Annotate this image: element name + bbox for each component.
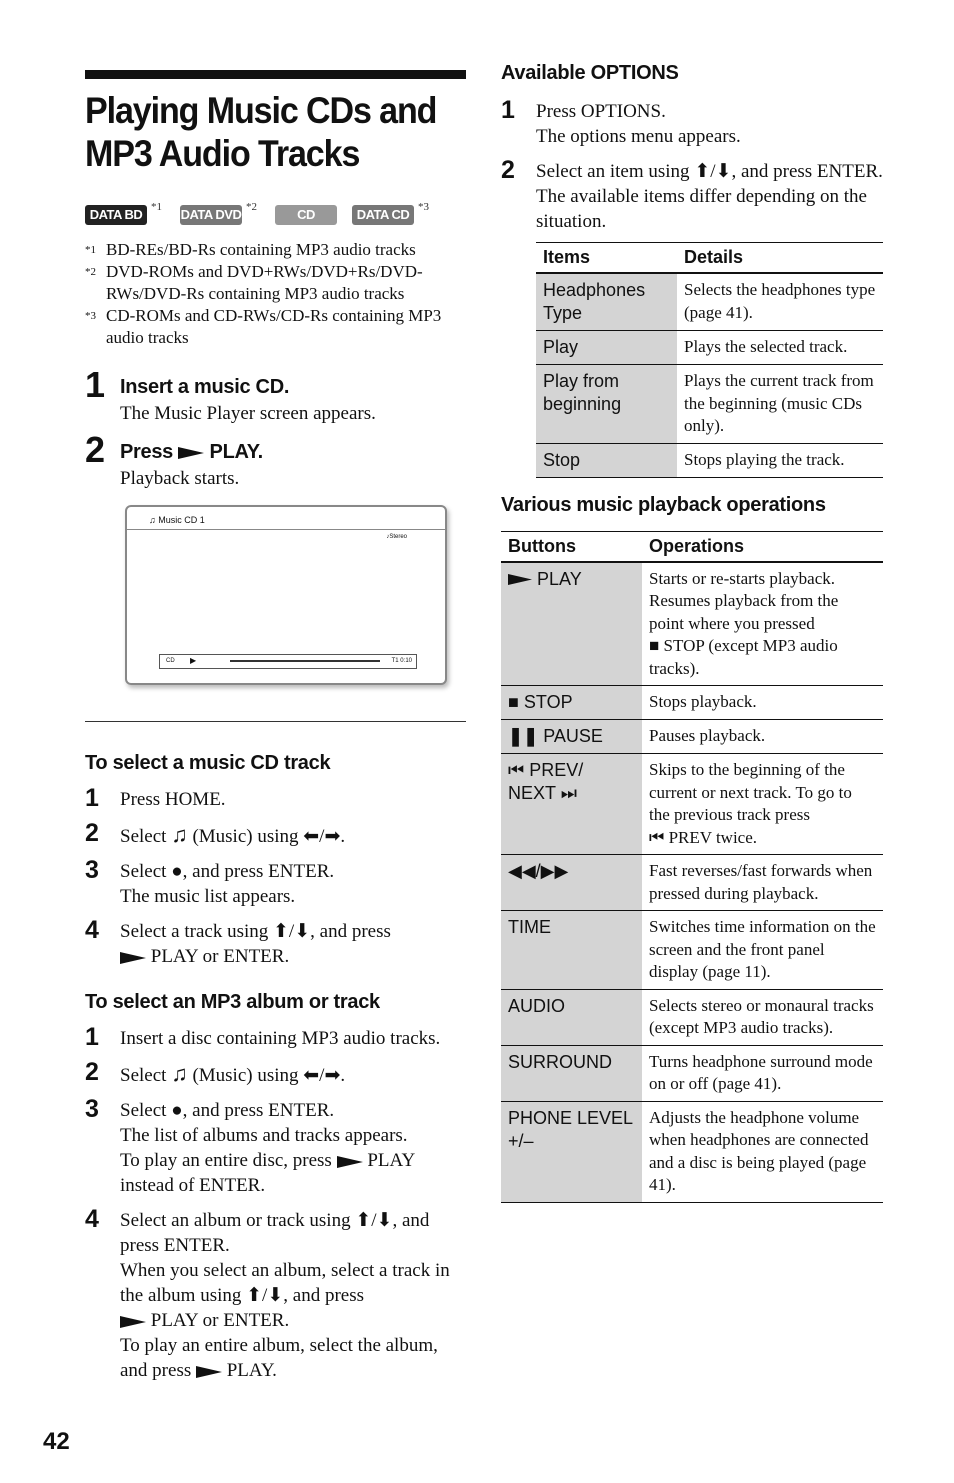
music-icon: ♫ xyxy=(171,822,188,847)
step-body: The Music Player screen appears. xyxy=(120,403,376,424)
footnote: *2 DVD-ROMs and DVD+RWs/DVD+Rs/DVD-RWs/DVD-Rs containing MP3 audio tracks xyxy=(85,262,423,303)
play-icon xyxy=(337,1155,363,1169)
step-body: Playback starts. xyxy=(120,468,240,489)
left-column xyxy=(85,70,466,1383)
title-line-2: MP3 Audio Tracks xyxy=(85,133,360,174)
operations-table xyxy=(501,531,883,1203)
stop-icon: ■ xyxy=(508,692,519,712)
prev-icon: ⏮ xyxy=(649,827,665,847)
left-right-arrow-icon: ⬅/➡ xyxy=(303,1065,341,1086)
bar-cd-label: CD xyxy=(166,658,175,664)
disc-icon: ● xyxy=(171,1100,183,1121)
cd-step-4: 4 Select a track using ⬆/⬇, and press PLAY or ENTER. xyxy=(85,916,391,967)
table-row: ❚❚ PAUSE Pauses playback. xyxy=(501,720,883,754)
mp3-step-2: 2 Select ♫ (Music) using ⬅/➡. xyxy=(85,1058,346,1086)
table-row: Play from beginning Plays the current track from the beginning (music CDs only). xyxy=(536,365,883,444)
badge-data-cd: DATA CD xyxy=(352,205,414,225)
stop-icon: ■ xyxy=(649,636,660,655)
right-column xyxy=(501,62,883,1203)
next-icon: ⏭ xyxy=(560,783,577,803)
footnote: *1 BD-REs/BD-Rs containing MP3 audio tracks xyxy=(85,240,416,259)
badge-sup-3: *3 xyxy=(418,201,429,213)
step-number: 2 xyxy=(85,429,106,470)
mp3-step-1: 1 Insert a disc containing MP3 audio tracks. xyxy=(85,1023,441,1051)
up-down-arrow-icon: ⬆/⬇ xyxy=(355,1210,393,1231)
title-line-1: Playing Music CDs and xyxy=(85,90,437,131)
step-heading: Insert a music CD. xyxy=(120,376,290,398)
bar-time: T1 0:10 xyxy=(391,658,412,664)
progress-track xyxy=(230,660,380,662)
cd-step-3: 3 Select ●, and press ENTER. The music list appears. xyxy=(85,856,335,907)
table-row: TIME Switches time information on the screen and the front panel display (page 11). xyxy=(501,911,883,990)
options-heading: Available OPTIONS xyxy=(501,62,679,84)
table-row: AUDIO Selects stereo or monaural tracks (except MP3 audio tracks). xyxy=(501,989,883,1045)
badge-data-dvd: DATA DVD xyxy=(180,205,242,225)
pause-icon: ❚❚ xyxy=(508,726,539,746)
table-row: ◀◀/▶▶ Fast reverses/fast forwards when pressed during playback. xyxy=(501,855,883,911)
music-icon: ♫ xyxy=(171,1061,188,1086)
table-row: PHONE LEVEL +/– Adjusts the headphone volume when headphones are connected and a disc is being played (page 41). xyxy=(501,1101,883,1202)
up-down-arrow-icon: ⬆/⬇ xyxy=(694,161,732,182)
options-table-wrap xyxy=(536,242,883,478)
title-rule xyxy=(85,70,466,79)
table-row: ■ STOP Stops playback. xyxy=(501,686,883,720)
table-row: Play Plays the selected track. xyxy=(536,331,883,365)
play-icon xyxy=(178,446,204,460)
table-row: SURROUND Turns headphone surround mode on or off (page 41). xyxy=(501,1045,883,1101)
music-player-screen xyxy=(125,505,447,685)
play-icon xyxy=(196,1365,222,1379)
table-row: Stop Stops playing the track. xyxy=(536,443,883,477)
options-table xyxy=(536,242,883,478)
mp3-step-4: 4 Select an album or track using ⬆/⬇, and press ENTER. When you select an album, select a track in the album using ⬆/⬇, and press PLAY or ENTER. To play an entire album, select the album, and press PLAY. xyxy=(85,1205,450,1381)
main-step-2 xyxy=(85,429,466,491)
cd-step-1: 1 Press HOME. xyxy=(85,784,226,812)
options-step-1: 1 Press OPTIONS. The options menu appears. xyxy=(501,96,741,147)
footnotes xyxy=(85,239,466,349)
up-down-arrow-icon: ⬆/⬇ xyxy=(273,921,311,942)
page-title xyxy=(85,89,436,175)
music-note-icon: ♫ xyxy=(149,515,159,525)
page-number: 42 xyxy=(43,1428,70,1455)
screen-header: ♫ Music CD 1 xyxy=(127,507,445,530)
badge-cd: CD xyxy=(275,205,337,225)
disc-icon: ● xyxy=(171,861,183,882)
step-number: 1 xyxy=(85,364,106,405)
badge-sup-1: *1 xyxy=(151,201,162,213)
up-down-arrow-icon: ⬆/⬇ xyxy=(246,1285,284,1306)
table-row: ⏮ PREV/ NEXT ⏭ Skips to the beginning of the current or next track. To go to the previous track press ⏮ PREV twice. xyxy=(501,754,883,855)
section-divider xyxy=(85,721,466,722)
left-right-arrow-icon: ⬅/➡ xyxy=(303,826,341,847)
rewind-fast-forward-icon: ◀◀/▶▶ xyxy=(508,861,569,881)
play-icon xyxy=(120,1315,146,1329)
stereo-indicator: ♪Stereo xyxy=(386,534,407,540)
section-heading-cd: To select a music CD track xyxy=(85,752,331,774)
table-row: PLAY Starts or re-starts playback. Resumes playback from the point where you pressed ■ STOP (except MP3 audio tracks). xyxy=(501,562,883,686)
table-header: Buttons Operations xyxy=(501,531,883,562)
section-heading-mp3: To select an MP3 album or track xyxy=(85,991,380,1013)
playback-bar xyxy=(159,654,417,669)
play-icon xyxy=(120,951,146,965)
mp3-step-3: 3 Select ●, and press ENTER. The list of albums and tracks appears. To play an entire disc, press PLAY instead of ENTER. xyxy=(85,1095,415,1196)
cd-step-2: 2 Select ♫ (Music) using ⬅/➡. xyxy=(85,819,346,847)
table-header: Items Details xyxy=(536,243,883,274)
options-step-2: 2 Select an item using ⬆/⬇, and press ENTER. The available items differ depending on the situation. xyxy=(501,156,883,232)
play-icon xyxy=(508,573,532,586)
footnote: *3 CD-ROMs and CD-RWs/CD-Rs containing MP3 audio tracks xyxy=(85,306,442,347)
table-row: Headphones Type Selects the headphones type (page 41). xyxy=(536,273,883,331)
badge-data-bd: DATA BD xyxy=(85,205,147,225)
badge-sup-2: *2 xyxy=(246,201,257,213)
main-step-1 xyxy=(85,364,466,426)
prev-icon: ⏮ xyxy=(508,760,525,780)
step-heading: Press PLAY. xyxy=(120,441,263,463)
operations-heading: Various music playback operations xyxy=(501,493,826,516)
disc-badges xyxy=(85,201,466,227)
play-icon: ▶ xyxy=(190,656,197,665)
music-note-icon: ♪ xyxy=(386,534,390,540)
